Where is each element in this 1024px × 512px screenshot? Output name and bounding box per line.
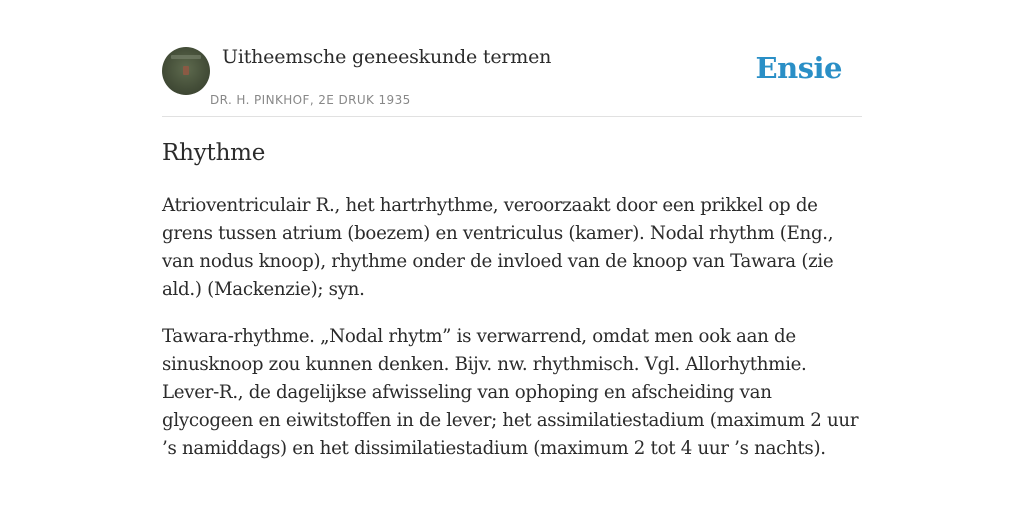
cover-band	[171, 55, 201, 59]
cover-emblem	[183, 66, 189, 75]
book-title[interactable]: Uitheemsche geneeskunde termen	[222, 46, 552, 68]
page-container	[162, 0, 862, 459]
book-cover-icon[interactable]	[162, 47, 210, 95]
entry-body	[162, 192, 862, 482]
entry-paragraph: Tawara-rhythme. „Nodal rhytm” is verwarrend, omdat men ook aan de sinusknoop zou kunnen denken. Bijv. nw. rhythmisch. Vgl. Allorhythmie. Lever-R., de dagelijkse afwisseling van ophoping en afscheiding van glycogeen en eiwitstoffen in de lever; het assimilatiestadium (maximum 2 uur ’s namiddags) en het dissimilatiestadium (maximum 2 tot 4 uur ’s nachts).	[162, 326, 859, 459]
entry-title: Rhythme	[162, 140, 266, 166]
book-author: DR. H. PINKHOF, 2E DRUK 1935	[210, 93, 411, 107]
ensie-logo[interactable]: Ensie	[755, 51, 842, 85]
book-header	[162, 0, 862, 117]
entry-paragraph: Atrioventriculair R., het hartrhythme, veroorzaakt door een prikkel op de grens tussen atrium (boezem) en ventriculus (kamer). Nodal rhythm (Eng., van nodus knoop), rhythme onder de invloed van de knoop van Tawara (zie ald.) (Mackenzie); syn.	[162, 195, 834, 300]
